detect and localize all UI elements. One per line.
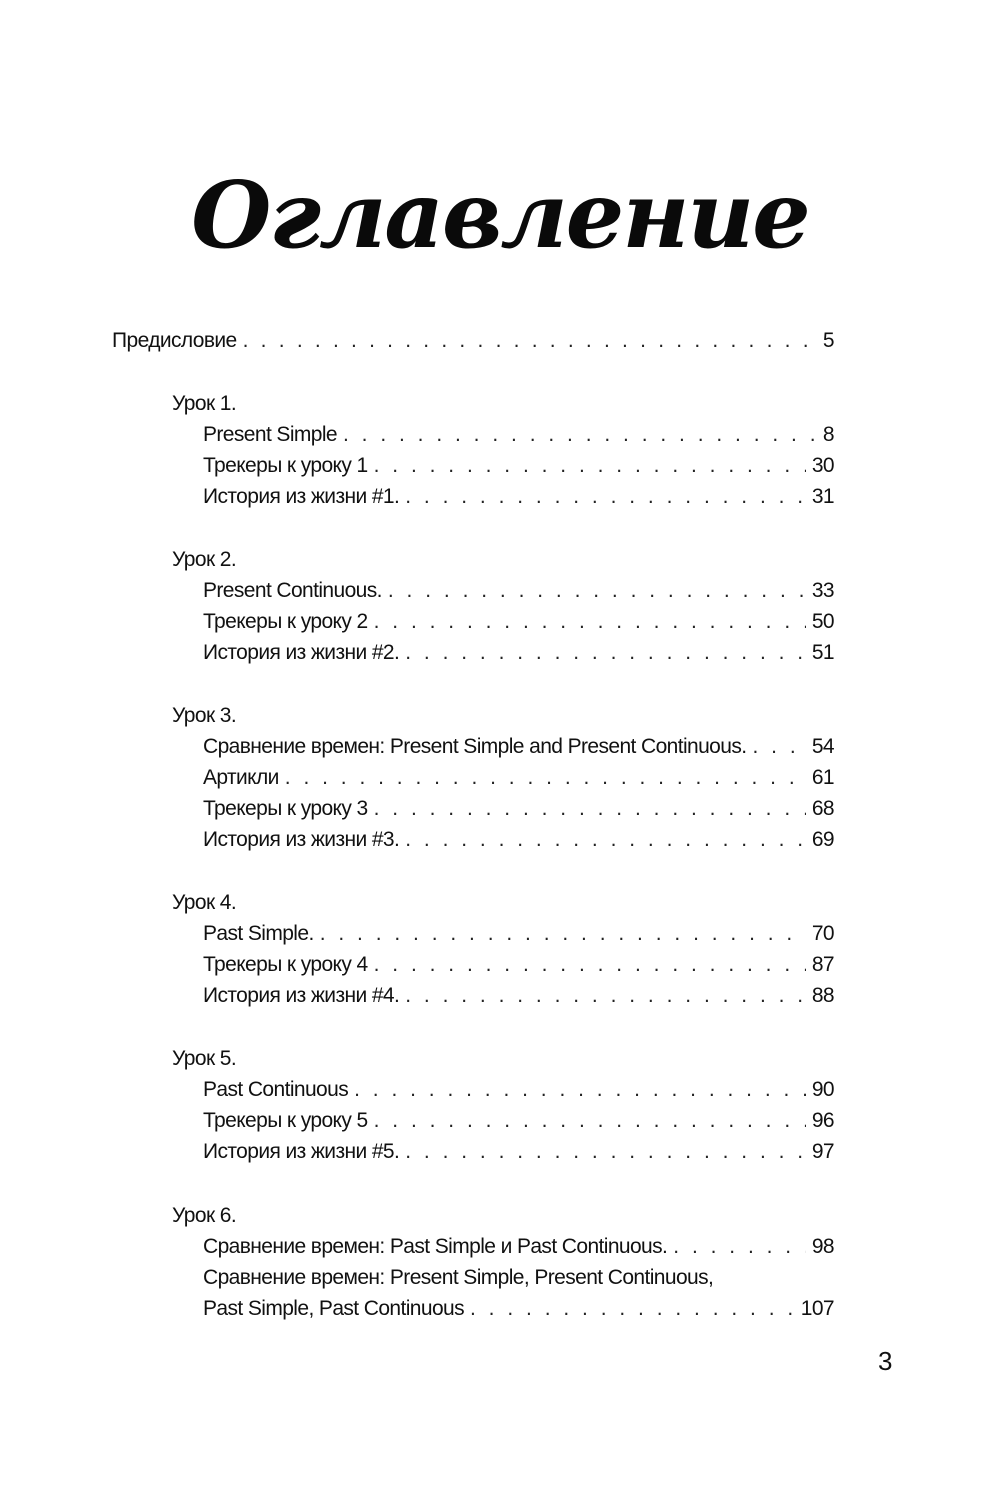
toc-entry [203,764,834,792]
dot-leader [374,452,806,480]
toc-entry [203,1107,834,1135]
toc-entry [203,1138,834,1166]
toc-entry-page: 88 [811,984,834,1007]
toc-entry-label: Present Simple [203,423,337,446]
toc-entry-label: Трекеры к уроку 1 [203,454,368,477]
toc-entry-preface [112,327,834,355]
toc-entry [203,483,834,511]
dot-leader [243,327,817,355]
dot-leader [374,951,806,979]
toc-entry-label: Past Simple. [203,922,314,945]
toc-entry-page: 54 [811,735,834,758]
toc-entry-page: 8 [822,423,834,446]
toc-entry-label-line1: Сравнение времен: Present Simple, Present Continuous, [203,1266,714,1289]
toc-entry-page: 61 [811,766,834,789]
lesson-heading: Урок 3. [172,704,237,727]
toc-entry-label: Артикли [203,766,279,789]
dot-leader [285,764,806,792]
toc-entry [203,920,834,948]
dot-leader [374,795,806,823]
toc-entry-page: 87 [811,953,834,976]
toc-entry-page: 107 [800,1297,834,1320]
toc-entry-page: 69 [811,828,834,851]
page-title: Оглавление [191,161,809,269]
toc-entry [203,421,834,449]
toc-entry [203,795,834,823]
toc-entry [203,577,834,605]
toc-entry-page: 96 [811,1109,834,1132]
lesson-heading: Урок 2. [172,548,237,571]
toc-entry-label: История из жизни #4. [203,984,400,1007]
page-number: 3 [878,1346,893,1376]
toc-entry-page: 33 [811,579,834,602]
dot-leader [374,1107,806,1135]
dot-leader [343,421,817,449]
dot-leader [673,1233,806,1261]
toc-entry-label: Трекеры к уроку 2 [203,610,368,633]
toc-entry [203,1295,834,1323]
toc-entry [203,1076,834,1104]
toc-entry-label: Трекеры к уроку 4 [203,953,368,976]
lesson-heading: Урок 5. [172,1047,237,1070]
dot-leader [405,1138,806,1166]
toc-entry-label: Сравнение времен: Present Simple and Present Continuous. [203,735,747,758]
toc-entry-page: 90 [811,1078,834,1101]
toc-entry-page: 30 [811,454,834,477]
toc-entry-label: Past Simple, Past Continuous [203,1297,465,1320]
toc-entry-label: Past Continuous [203,1078,349,1101]
toc-entry-page: 5 [822,329,834,352]
dot-leader [405,639,806,667]
dot-leader [405,483,806,511]
toc-entry-label: Трекеры к уроку 5 [203,1109,368,1132]
toc-entry [203,452,834,480]
toc-entry [203,826,834,854]
toc-entry-label: История из жизни #2. [203,641,400,664]
toc-entry [203,1233,834,1261]
lesson-heading: Урок 4. [172,891,237,914]
toc-entry-page: 97 [811,1140,834,1163]
toc-entry-page: 51 [811,641,834,664]
dot-leader [388,577,806,605]
toc-entry-label: История из жизни #5. [203,1140,400,1163]
dot-leader [470,1295,795,1323]
lesson-heading: Урок 1. [172,392,237,415]
dot-leader [405,982,806,1010]
toc-entry [203,639,834,667]
toc-entry [203,951,834,979]
toc-entry-label: История из жизни #3. [203,828,400,851]
toc-entry-label: Трекеры к уроку 3 [203,797,368,820]
dot-leader [752,733,805,761]
toc-entry-page: 98 [811,1235,834,1258]
toc-entry-label: Предисловие [112,329,237,352]
toc-entry-page: 31 [811,485,834,508]
dot-leader [320,920,806,948]
toc-entry-label: Present Continuous. [203,579,382,602]
dot-leader [374,608,806,636]
toc-entry-page: 70 [811,922,834,945]
lesson-heading: Урок 6. [172,1204,237,1227]
toc-entry-label: Сравнение времен: Past Simple и Past Continuous. [203,1235,668,1258]
toc-entry-label: История из жизни #1. [203,485,400,508]
dot-leader [354,1076,806,1104]
toc-entry-page: 68 [811,797,834,820]
toc-entry [203,982,834,1010]
toc-entry-page: 50 [811,610,834,633]
dot-leader [405,826,806,854]
toc-entry [203,608,834,636]
toc-entry [203,733,834,761]
